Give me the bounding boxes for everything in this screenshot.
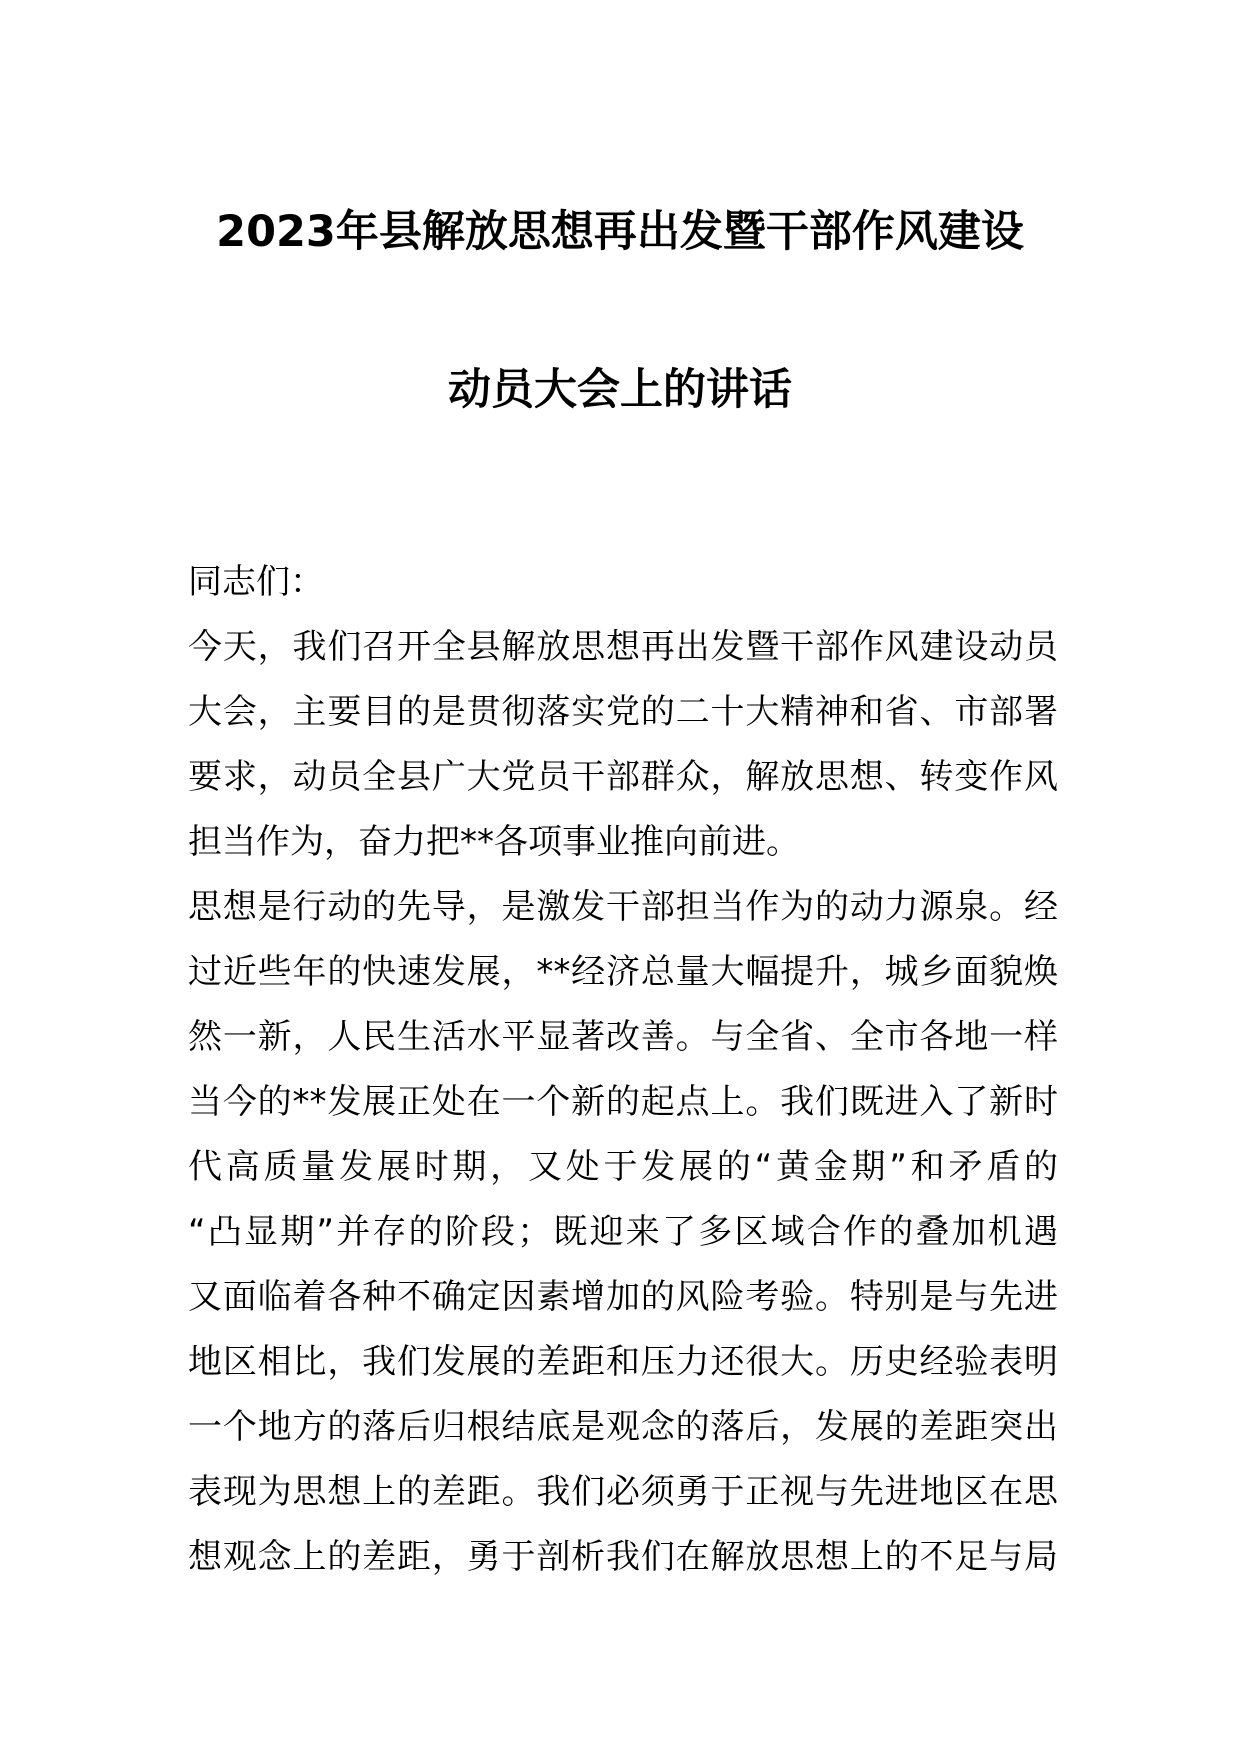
paragraph-2-line: 过近些年的快速发展，**经济总量大幅提升，城乡面貌焕 — [188, 952, 1058, 992]
paragraph-1-line: 今天，我们召开全县解放思想再出发暨干部作风建设动员 — [188, 627, 1058, 667]
paragraph-2-line: 当今的**发展正处在一个新的起点上。我们既进入了新时 — [188, 1082, 1058, 1122]
paragraph-2-line: 然一新，人民生活水平显著改善。与全省、全市各地一样 — [188, 1017, 1058, 1057]
document-title-line-2: 动员大会上的讲话 — [448, 365, 792, 415]
paragraph-2-line: 又面临着各种不确定因素增加的风险考验。特别是与先进 — [188, 1277, 1058, 1317]
salutation-text: 同志们： — [188, 562, 324, 602]
paragraph-2-line: 思想是行动的先导，是激发干部担当作为的动力源泉。经 — [188, 887, 1058, 927]
paragraph-1-line: 担当作为，奋力把**各项事业推向前进。 — [188, 822, 800, 862]
paragraph-2-line: 代高质量发展时期，又处于发展的“黄金期”和矛盾的 — [188, 1147, 1058, 1187]
document-title-line-1: 2023年县解放思想再出发暨干部作风建设 — [216, 207, 1024, 257]
salutation — [188, 550, 1058, 615]
paragraph-1-line: 要求，动员全县广大党员干部群众，解放思想、转变作风 — [188, 757, 1058, 797]
paragraph-2-line: 地区相比，我们发展的差距和压力还很大。历史经验表明 — [188, 1342, 1058, 1382]
paragraph-2-line: 一个地方的落后归根结底是观念的落后，发展的差距突出 — [188, 1407, 1058, 1447]
paragraph-2-line: “凸显期”并存的阶段；既迎来了多区域合作的叠加机遇 — [188, 1212, 1058, 1252]
paragraph-2-line: 表现为思想上的差距。我们必须勇于正视与先进地区在思 — [188, 1472, 1058, 1512]
paragraph-1-line: 大会，主要目的是贯彻落实党的二十大精神和省、市部署 — [188, 692, 1058, 732]
document-body — [188, 550, 1058, 1590]
paragraph-2 — [188, 875, 1058, 1590]
paragraph-1 — [188, 615, 1058, 875]
paragraph-2-line: 想观念上的差距，勇于剖析我们在解放思想上的不足与局 — [188, 1537, 1058, 1577]
